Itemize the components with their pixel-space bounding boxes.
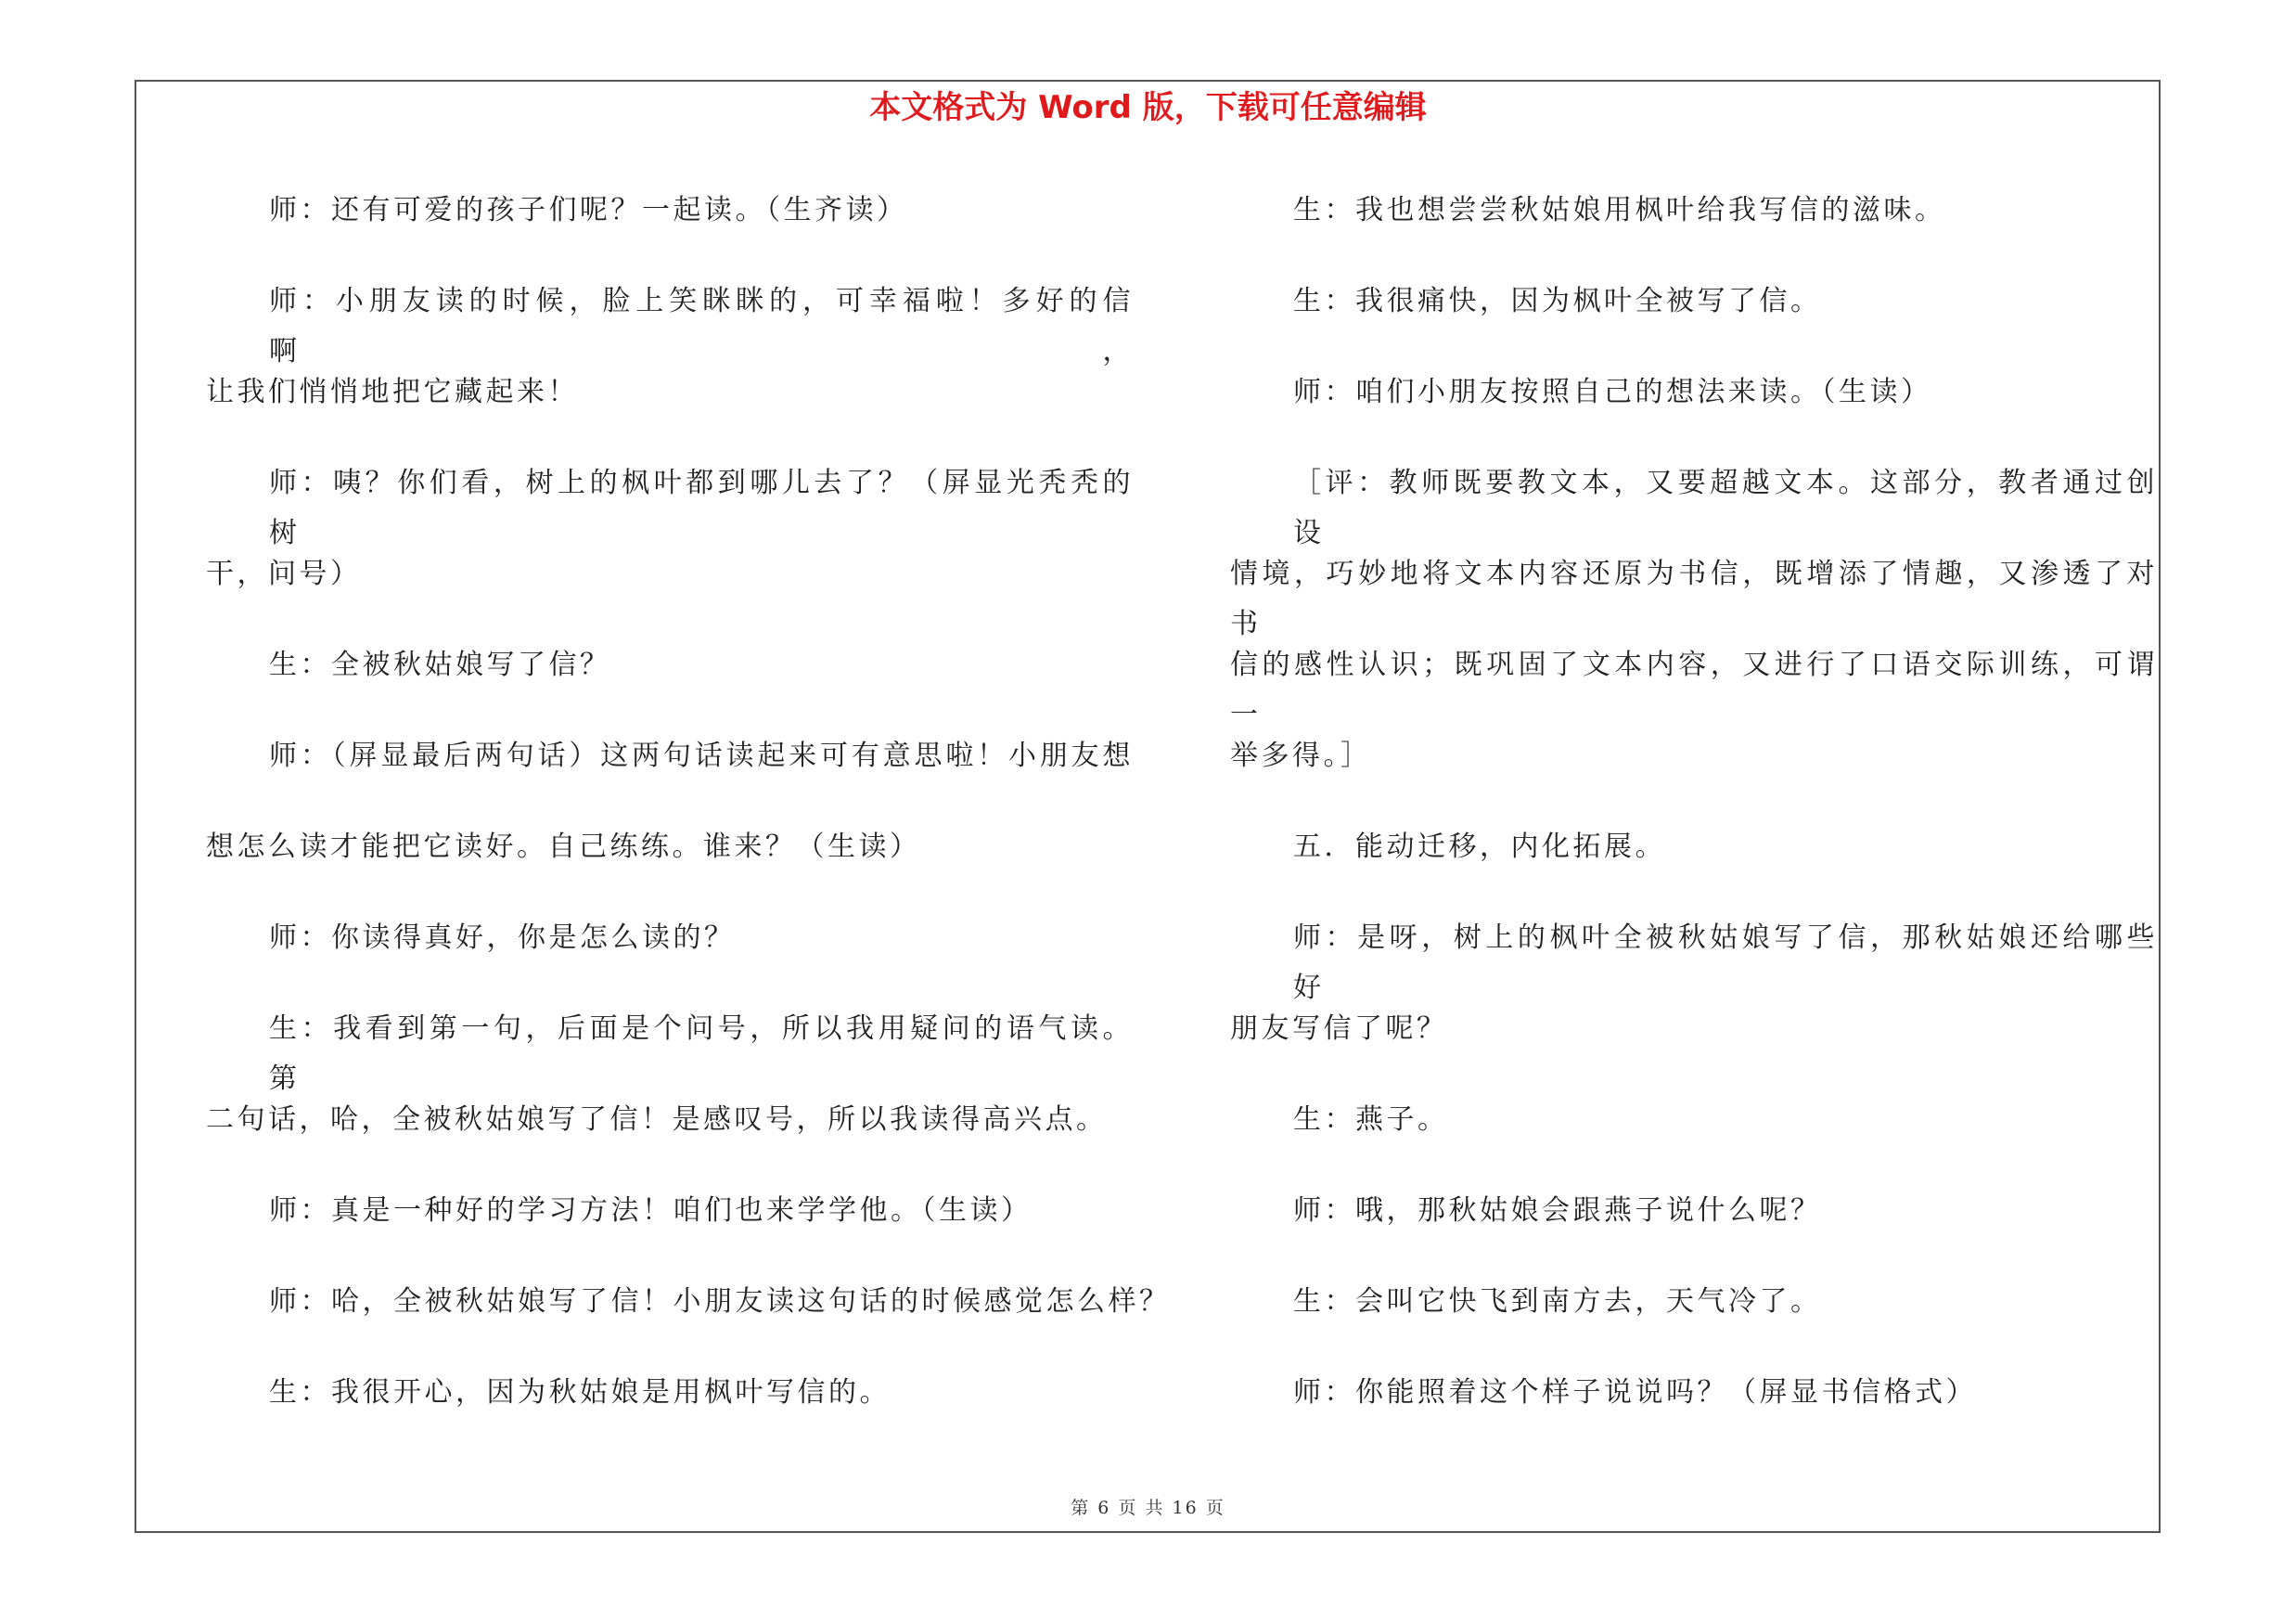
text-line: 师：（屏显最后两句话）这两句话读起来可有意思啦！小朋友想	[269, 740, 1134, 772]
text-line: 师：真是一种好的学习方法！咱们也来学学他。（生读）	[269, 1194, 1033, 1227]
text-line: 干，问号）	[206, 558, 362, 590]
text-line: 师：哦，那秋姑娘会跟燕子说什么呢？	[1293, 1194, 1822, 1227]
text-line: ［评：教师既要教文本，又要超越文本。这部分，教者通过创设	[1293, 467, 2158, 549]
page-number-footer: 第 6 页 共 16 页	[1071, 1498, 1225, 1518]
document-header-title: 本文格式为 Word 版，下载可任意编辑	[869, 89, 1427, 126]
text-line: 五．能动迁移，内化拓展。	[1293, 831, 1666, 863]
text-line: 师：你读得真好，你是怎么读的？	[269, 921, 736, 954]
text-line: 师：咦？你们看，树上的枫叶都到哪儿去了？（屏显光秃秃的树	[269, 467, 1134, 549]
text-line: 生：我看到第一句，后面是个问号，所以我用疑问的语气读。第	[269, 1012, 1134, 1095]
text-line: 让我们悄悄地把它藏起来！	[206, 376, 579, 408]
text-line: 二句话，哈，全被秋姑娘写了信！是感叹号，所以我读得高兴点。	[206, 1103, 1108, 1136]
text-line: 信的感性认识；既巩固了文本内容，又进行了口语交际训练，可谓一	[1230, 649, 2158, 731]
text-line: 师：小朋友读的时候，脸上笑眯眯的，可幸福啦！多好的信啊，	[269, 285, 1134, 367]
text-line: 生：我也想尝尝秋姑娘用枫叶给我写信的滋味。	[1293, 194, 1946, 226]
text-line: 师：你能照着这个样子说说吗？（屏显书信格式）	[1293, 1376, 1977, 1409]
text-line: 想怎么读才能把它读好。自己练练。谁来？（生读）	[206, 831, 921, 863]
text-line: 师：哈，全被秋姑娘写了信！小朋友读这句话的时候感觉怎么样？	[269, 1285, 1171, 1318]
text-line: 生：会叫它快飞到南方去，天气冷了。	[1293, 1285, 1822, 1318]
text-line: 师：是呀，树上的枫叶全被秋姑娘写了信，那秋姑娘还给哪些好	[1293, 921, 2158, 1004]
text-line: 朋友写信了呢？	[1230, 1012, 1448, 1045]
text-line: 生：我很开心，因为秋姑娘是用枫叶写信的。	[269, 1376, 891, 1409]
text-line: 师：还有可爱的孩子们呢？一起读。（生齐读）	[269, 194, 908, 226]
text-line: 生：全被秋姑娘写了信？	[269, 649, 611, 681]
text-line: 情境，巧妙地将文本内容还原为书信，既增添了情趣，又渗透了对书	[1230, 558, 2158, 640]
text-line: 生：燕子。	[1293, 1103, 1449, 1136]
text-line: 师：咱们小朋友按照自己的想法来读。（生读）	[1293, 376, 1932, 408]
text-line: 举多得。］	[1230, 740, 1372, 772]
right-text-column	[1230, 186, 2158, 1459]
left-text-column	[206, 186, 1171, 1459]
text-line: 生：我很痛快，因为枫叶全被写了信。	[1293, 285, 1822, 317]
